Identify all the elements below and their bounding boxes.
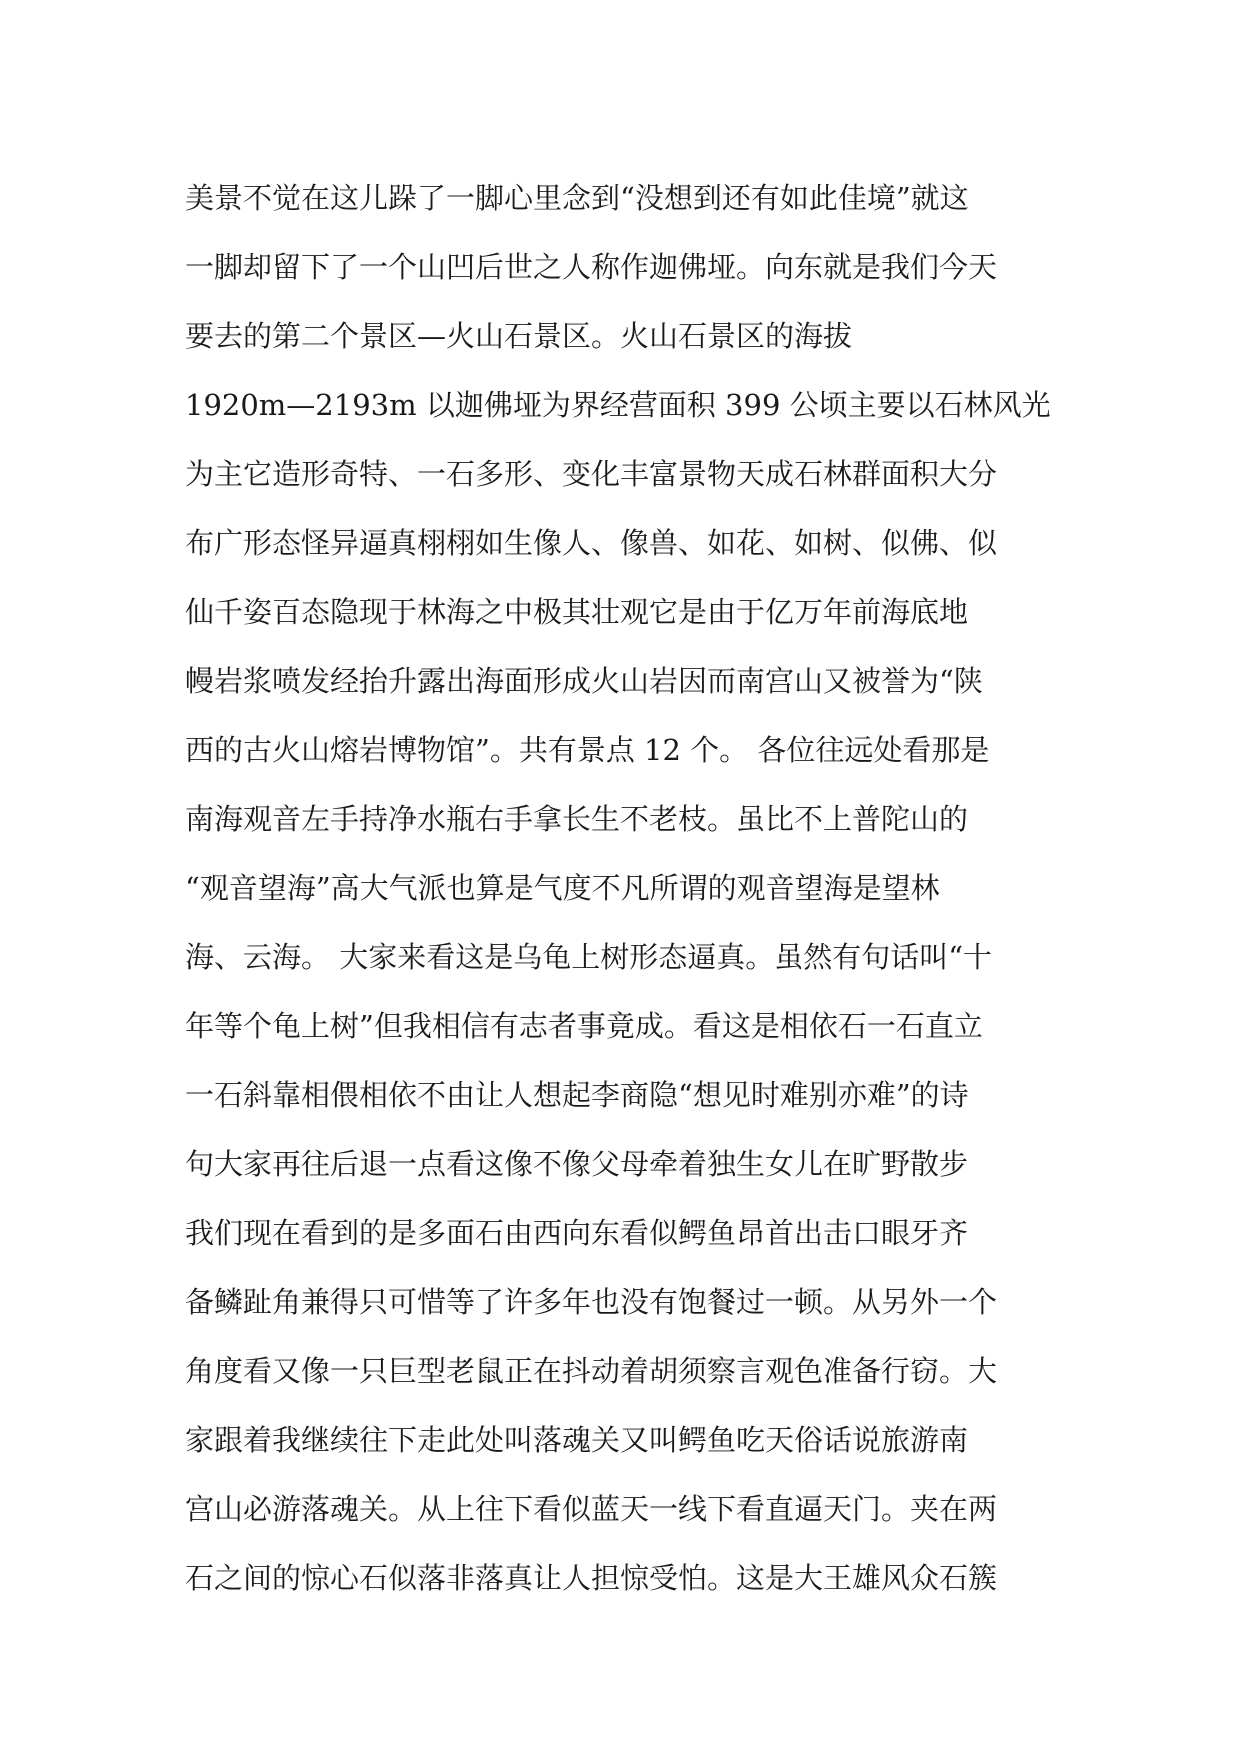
body-text [185, 164, 1055, 1613]
text-line: 年等个龟上树”但我相信有志者事竟成。看这是相依石一石直立 [185, 1009, 983, 1043]
text-line: 句大家再往后退一点看这像不像父母牵着独生女儿在旷野散步 [185, 1147, 969, 1181]
text-line: 美景不觉在这儿跺了一脚心里念到“没想到还有如此佳境”就这 [185, 181, 969, 215]
text-line: 一脚却留下了一个山凹后世之人称作迦佛垭。向东就是我们今天 [185, 250, 998, 284]
text-line: 布广形态怪异逼真栩栩如生像人、像兽、如花、如树、似佛、似 [185, 526, 998, 560]
text-line: 角度看又像一只巨型老鼠正在抖动着胡须察言观色准备行窃。大 [185, 1354, 998, 1388]
text-line: 南海观音左手持净水瓶右手拿长生不老枝。虽比不上普陀山的 [185, 802, 969, 836]
text-line: 西的古火山熔岩博物馆”。共有景点 12 个。 各位往远处看那是 [185, 733, 990, 767]
text-line: 幔岩浆喷发经抬升露出海面形成火山岩因而南宫山又被誉为“陕 [185, 664, 983, 698]
text-line: 海、云海。 大家来看这是乌龟上树形态逼真。虽然有句话叫“十 [185, 940, 993, 974]
text-line: 家跟着我继续往下走此处叫落魂关又叫鳄鱼吃天俗话说旅游南 [185, 1423, 969, 1457]
text-line: 为主它造形奇特、一石多形、变化丰富景物天成石林群面积大分 [185, 457, 998, 491]
text-line: “观音望海”高大气派也算是气度不凡所谓的观音望海是望林 [185, 871, 940, 905]
text-line: 我们现在看到的是多面石由西向东看似鳄鱼昂首出击口眼牙齐 [185, 1216, 969, 1250]
text-line: 宫山必游落魂关。从上往下看似蓝天一线下看直逼天门。夹在两 [185, 1492, 998, 1526]
text-line: 要去的第二个景区—火山石景区。火山石景区的海拔 [185, 319, 853, 353]
text-line: 备鳞趾角兼得只可惜等了许多年也没有饱餐过一顿。从另外一个 [185, 1285, 998, 1319]
text-line: 1920m—2193m 以迦佛垭为界经营面积 399 公顷主要以石林风光 [185, 388, 1051, 422]
text-line: 仙千姿百态隐现于林海之中极其壮观它是由于亿万年前海底地 [185, 595, 969, 629]
text-line: 一石斜靠相偎相依不由让人想起李商隐“想见时难别亦难”的诗 [185, 1078, 969, 1112]
text-line: 石之间的惊心石似落非落真让人担惊受怕。这是大王雄风众石簇 [185, 1561, 998, 1595]
